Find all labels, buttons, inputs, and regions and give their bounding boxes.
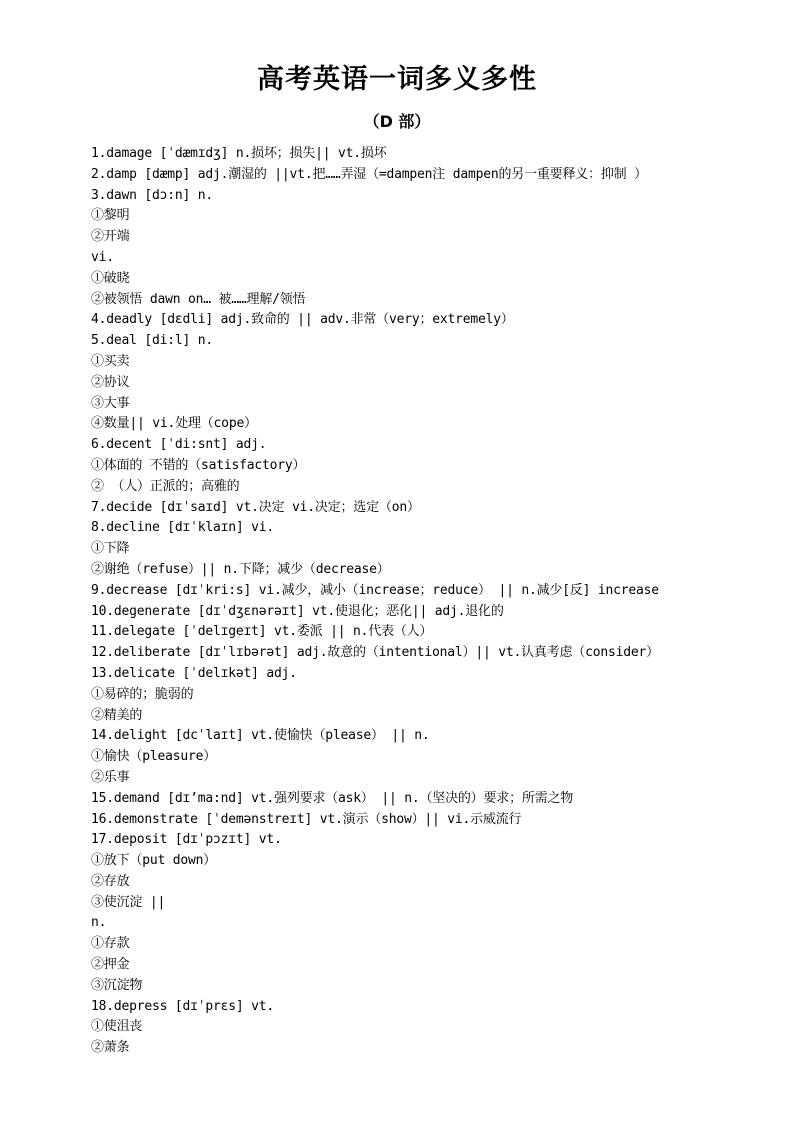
text-line: ①买卖	[91, 353, 130, 369]
text-line: ①体面的 不错的（satisfactory）	[91, 457, 306, 473]
text-line: ③大事	[91, 395, 130, 411]
page-subtitle: （D 部）	[363, 112, 431, 131]
text-line: ①黎明	[91, 208, 130, 224]
text-line: ②协议	[91, 374, 130, 390]
text-line: 12.deliberate [dɪˈlɪbərət] adj.故意的（intentional）|| vt.认真考虑（consider）	[91, 645, 659, 661]
text-line: 2.damp [dæmp] adj.潮湿的 ||vt.把……弄湿（=dampen注 dampen的另一重要释义：抑制 ）	[91, 166, 647, 182]
page-title: 高考英语一词多义多性	[257, 64, 537, 95]
text-line: ②谢绝（refuse）|| n.下降；减少（decrease）	[91, 561, 390, 577]
text-line: 17.deposit [dɪˈpɔzɪt] vt.	[91, 832, 282, 848]
text-line: 9.decrease [dɪˈkri:s] vi.减少，减小（increase；reduce） || n.减少[反] increase	[91, 582, 659, 598]
text-line: 15.demand [dɪ’ma:nd] vt.强列要求（ask） || n.（坚决的）要求；所需之物	[91, 790, 574, 806]
text-line: ②乐事	[91, 769, 130, 785]
text-line: 3.dawn [dɔ:n] n.	[91, 187, 214, 203]
text-line: ①易碎的；脆弱的	[91, 686, 194, 702]
text-line: ②开端	[91, 229, 130, 245]
text-line: 4.deadly [dɛdli] adj.致命的 || adv.非常（very；extremely）	[91, 312, 514, 328]
text-line: ②存放	[91, 873, 130, 889]
text-line: ①使沮丧	[91, 1019, 143, 1035]
text-line: 11.delegate [ˈdelɪgeɪt] vt.委派 || n.代表（人）	[91, 624, 433, 640]
text-line: 13.delicate [ˈdelɪkət] adj.	[91, 665, 297, 681]
text-line: 18.depress [dɪˈprɛs] vt.	[91, 998, 275, 1014]
text-line: ①破晓	[91, 270, 130, 286]
text-line: 7.decide [dɪˈsaɪd] vt.决定 vi.决定；选定（on）	[91, 499, 420, 515]
text-line: 16.demonstrate [ˈdemənstreɪt] vt.演示（show）|| vi.示威流行	[91, 811, 522, 827]
text-line: 14.delight [dcˈlaɪt] vt.使愉快（please） || n.	[91, 728, 430, 744]
text-line: 10.degenerate [dɪˈdʒɛnərəɪt] vt.使退化；恶化|| adj.退化的	[91, 603, 504, 619]
text-line: ②精美的	[91, 707, 143, 723]
text-line: n.	[91, 915, 107, 931]
text-line: ①存款	[91, 936, 130, 952]
text-line: ①下降	[91, 541, 130, 557]
text-line: ④数量|| vi.处理（cope）	[91, 416, 257, 432]
text-line: ③使沉淀 ||	[91, 894, 166, 910]
text-line: ② （人）正派的；高雅的	[91, 478, 240, 494]
text-line: 6.decent [ˈdi:snt] adj.	[91, 437, 267, 453]
text-line: ②萧条	[91, 1040, 130, 1056]
text-line: ②押金	[91, 957, 130, 973]
text-line: 5.deal [di:l] n.	[91, 333, 214, 349]
text-line: ①放下（put down）	[91, 853, 217, 869]
text-line: 1.damage [ˈdæmɪdʒ] n.损坏；损失|| vt.损坏	[91, 146, 387, 161]
text-line: ③沉淀物	[91, 977, 143, 993]
text-line: vi.	[91, 249, 114, 265]
vocabulary-list	[91, 144, 771, 1059]
text-line: 8.decline [dɪˈklaɪn] vi.	[91, 520, 275, 536]
text-line: ①愉快（pleasure）	[91, 749, 217, 765]
text-line: ②被领悟 dawn on… 被……理解/领悟	[91, 291, 306, 307]
